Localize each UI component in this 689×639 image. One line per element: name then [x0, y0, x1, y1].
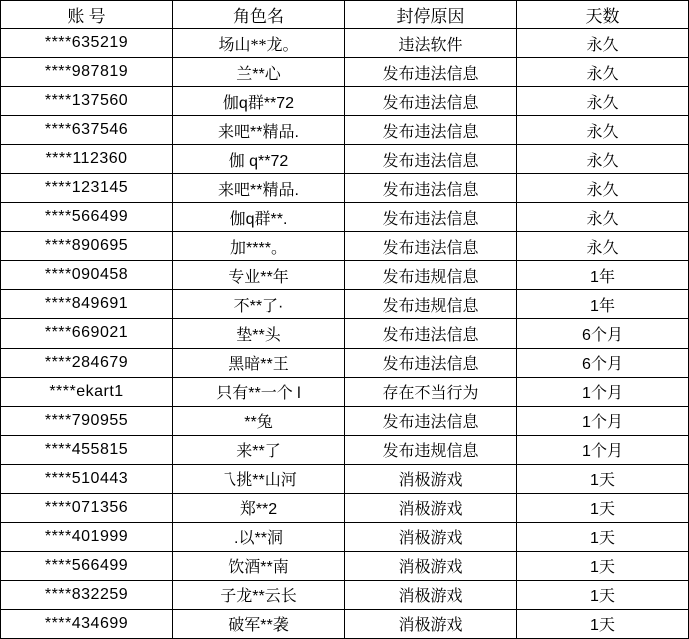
table-row: [1, 261, 689, 290]
column-header-ban-reason: 封停原因: [345, 1, 517, 29]
role-name-cell: .以**洞: [173, 522, 345, 551]
role-name-cell: **兔: [173, 406, 345, 435]
account-cell: ****090458: [1, 261, 173, 290]
account-cell: ****071356: [1, 493, 173, 522]
table-row: [1, 377, 689, 406]
account-cell: ****434699: [1, 609, 173, 638]
column-header-days: 天数: [517, 1, 689, 29]
table-row: [1, 174, 689, 203]
ban-reason-cell: 发布违法信息: [345, 87, 517, 116]
account-cell: ****669021: [1, 319, 173, 348]
role-name-cell: 加****。: [173, 232, 345, 261]
role-name-cell: 来吧**精品.: [173, 174, 345, 203]
account-cell: ****ekart1: [1, 377, 173, 406]
days-cell: 1个月: [517, 406, 689, 435]
ban-reason-cell: 消极游戏: [345, 493, 517, 522]
account-cell: ****566499: [1, 203, 173, 232]
table-row: [1, 116, 689, 145]
table-body: [1, 29, 689, 639]
days-cell: 1天: [517, 493, 689, 522]
table-row: [1, 580, 689, 609]
table-row: [1, 87, 689, 116]
account-cell: ****123145: [1, 174, 173, 203]
account-cell: ****832259: [1, 580, 173, 609]
table-row: [1, 58, 689, 87]
role-name-cell: 兰**心: [173, 58, 345, 87]
role-name-cell: 垫**头: [173, 319, 345, 348]
table-row: [1, 522, 689, 551]
role-name-cell: 不**了·: [173, 290, 345, 319]
ban-reason-cell: 发布违法信息: [345, 348, 517, 377]
days-cell: 永久: [517, 87, 689, 116]
ban-reason-cell: 消极游戏: [345, 580, 517, 609]
ban-reason-cell: 发布违规信息: [345, 290, 517, 319]
ban-reason-cell: 发布违规信息: [345, 261, 517, 290]
days-cell: 永久: [517, 29, 689, 58]
table-row: [1, 464, 689, 493]
account-cell: ****112360: [1, 145, 173, 174]
table-row: [1, 29, 689, 58]
ban-reason-cell: 消极游戏: [345, 522, 517, 551]
account-cell: ****401999: [1, 522, 173, 551]
account-cell: ****566499: [1, 551, 173, 580]
role-name-cell: 伽q群**.: [173, 203, 345, 232]
days-cell: 1天: [517, 522, 689, 551]
ban-reason-cell: 消极游戏: [345, 551, 517, 580]
ban-reason-cell: 发布违法信息: [345, 58, 517, 87]
days-cell: 1天: [517, 464, 689, 493]
days-cell: 永久: [517, 58, 689, 87]
role-name-cell: 伽q群**72: [173, 87, 345, 116]
days-cell: 1年: [517, 261, 689, 290]
role-name-cell: 黑暗**王: [173, 348, 345, 377]
account-cell: ****637546: [1, 116, 173, 145]
role-name-cell: 郑**2: [173, 493, 345, 522]
role-name-cell: 伽 q**72: [173, 145, 345, 174]
table-row: [1, 145, 689, 174]
table-row: [1, 203, 689, 232]
role-name-cell: 只有**一个 l: [173, 377, 345, 406]
days-cell: 1天: [517, 609, 689, 638]
days-cell: 1天: [517, 580, 689, 609]
days-cell: 1天: [517, 551, 689, 580]
table-row: [1, 406, 689, 435]
account-cell: ****137560: [1, 87, 173, 116]
ban-reason-cell: 违法软件: [345, 29, 517, 58]
ban-reason-cell: 发布违法信息: [345, 232, 517, 261]
ban-reason-cell: 发布违法信息: [345, 116, 517, 145]
days-cell: 6个月: [517, 348, 689, 377]
account-cell: ****284679: [1, 348, 173, 377]
account-cell: ****849691: [1, 290, 173, 319]
role-name-cell: 来**了: [173, 435, 345, 464]
days-cell: 1年: [517, 290, 689, 319]
account-cell: ****790955: [1, 406, 173, 435]
column-header-account: 账 号: [1, 1, 173, 29]
account-cell: ****890695: [1, 232, 173, 261]
table-row: [1, 493, 689, 522]
role-name-cell: 子龙**云长: [173, 580, 345, 609]
ban-reason-cell: 发布违法信息: [345, 319, 517, 348]
days-cell: 永久: [517, 232, 689, 261]
account-cell: ****510443: [1, 464, 173, 493]
table-row: [1, 609, 689, 638]
ban-reason-cell: 发布违规信息: [345, 435, 517, 464]
days-cell: 1个月: [517, 377, 689, 406]
ban-reason-cell: 存在不当行为: [345, 377, 517, 406]
table-row: [1, 348, 689, 377]
ban-reason-cell: 发布违法信息: [345, 174, 517, 203]
role-name-cell: 场山**龙。: [173, 29, 345, 58]
days-cell: 永久: [517, 174, 689, 203]
ban-reason-cell: 发布违法信息: [345, 145, 517, 174]
ban-reason-cell: 消极游戏: [345, 464, 517, 493]
ban-reason-cell: 发布违法信息: [345, 203, 517, 232]
header-row: [1, 1, 689, 29]
account-cell: ****455815: [1, 435, 173, 464]
account-cell: ****987819: [1, 58, 173, 87]
role-name-cell: 专业**年: [173, 261, 345, 290]
table-row: [1, 551, 689, 580]
role-name-cell: 破军**袭: [173, 609, 345, 638]
days-cell: 1个月: [517, 435, 689, 464]
ban-reason-cell: 消极游戏: [345, 609, 517, 638]
table-row: [1, 435, 689, 464]
table-header: [1, 1, 689, 29]
days-cell: 6个月: [517, 319, 689, 348]
role-name-cell: 饮酒**南: [173, 551, 345, 580]
table-row: [1, 290, 689, 319]
days-cell: 永久: [517, 203, 689, 232]
table-row: [1, 232, 689, 261]
column-header-role-name: 角色名: [173, 1, 345, 29]
days-cell: 永久: [517, 145, 689, 174]
role-name-cell: 乁挑**山河: [173, 464, 345, 493]
days-cell: 永久: [517, 116, 689, 145]
table-row: [1, 319, 689, 348]
role-name-cell: 来吧**精品.: [173, 116, 345, 145]
account-cell: ****635219: [1, 29, 173, 58]
ban-reason-cell: 发布违法信息: [345, 406, 517, 435]
